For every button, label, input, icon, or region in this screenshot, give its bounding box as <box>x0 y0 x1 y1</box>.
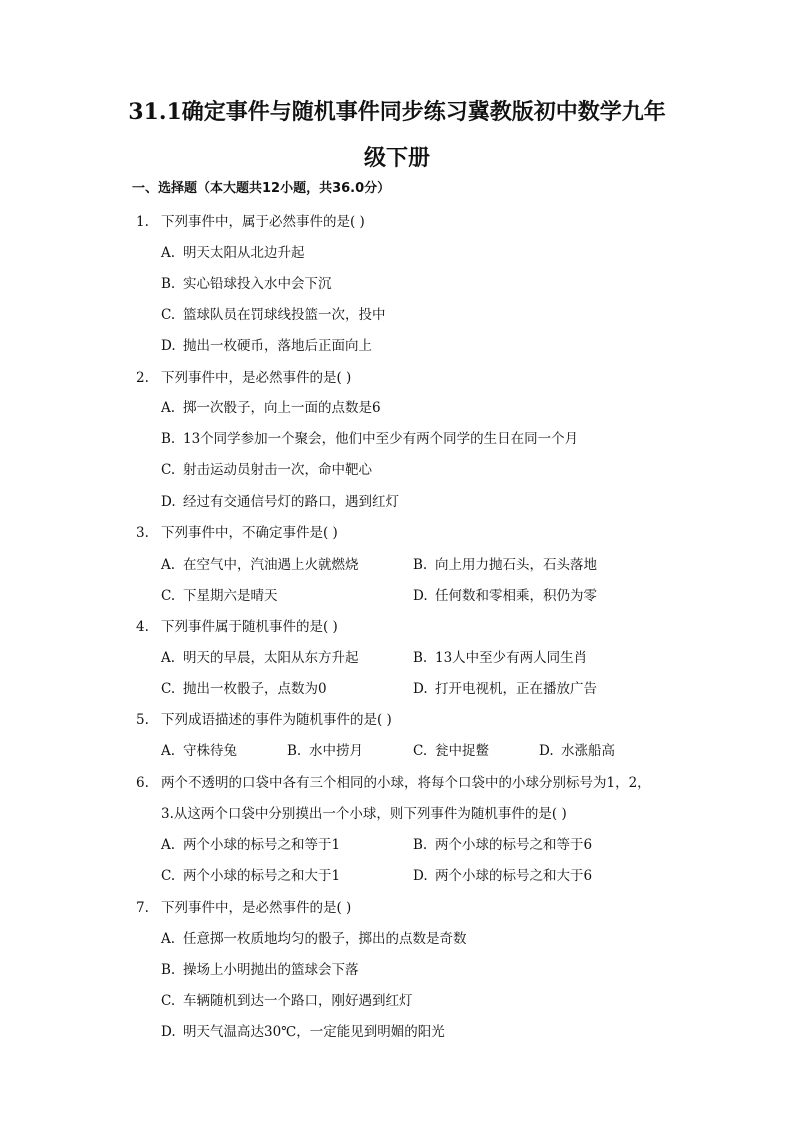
option-letter: C. <box>161 681 176 697</box>
option-text: 明天太阳从北边升起 <box>183 245 305 261</box>
option-letter: D. <box>161 338 176 354</box>
option-letter: A. <box>161 650 176 666</box>
question-6-option-c <box>161 867 340 885</box>
document-title-line-2: 级下册 <box>363 145 430 171</box>
option-text: 两个小球的标号之和大于1 <box>183 868 341 884</box>
option-text: 13人中至少有两人同生肖 <box>435 650 588 666</box>
question-number: 5. <box>136 712 149 728</box>
question-stem: 下列事件中，是必然事件的是( ) <box>161 900 352 916</box>
question-2-option-d <box>161 493 399 511</box>
question-stem: 下列事件中，属于必然事件的是( ) <box>161 214 365 230</box>
question-number: 1. <box>136 214 149 230</box>
option-text: 13个同学参加一个聚会，他们中至少有两个同学的生日在同一个月 <box>183 431 579 447</box>
option-text: 水中捞月 <box>309 743 363 759</box>
option-letter: D. <box>161 494 176 510</box>
option-letter: B. <box>161 276 176 292</box>
question-number: 7. <box>136 900 149 916</box>
option-text: 瓮中捉鳖 <box>435 743 489 759</box>
option-text: 明天气温高达30℃，一定能见到明媚的阳光 <box>183 1024 445 1040</box>
question-number: 6. <box>136 775 149 791</box>
question-5-option-b <box>287 742 363 760</box>
question-6-option-d <box>413 867 592 885</box>
question-2-option-a <box>161 399 381 417</box>
option-letter: C. <box>161 307 176 323</box>
option-text: 两个小球的标号之和等于1 <box>183 837 341 853</box>
option-letter: B. <box>413 650 428 666</box>
option-text: 明天的早晨，太阳从东方升起 <box>183 650 359 666</box>
section-heading: 一、选择题（本大题共12小题，共36.0分） <box>132 181 391 196</box>
question-6-option-a <box>161 836 340 854</box>
question-7-option-c <box>161 992 413 1010</box>
question-stem: 下列事件中，是必然事件的是( ) <box>161 370 352 386</box>
question-stem: 两个不透明的口袋中各有三个相同的小球，将每个口袋中的小球分别标号为1，2， <box>161 775 651 791</box>
question-4-option-c <box>161 680 327 698</box>
option-letter: D. <box>161 1024 176 1040</box>
option-letter: B. <box>161 431 176 447</box>
question-1-option-a <box>161 244 305 262</box>
option-letter: B. <box>413 557 428 573</box>
option-text: 实心铅球投入水中会下沉 <box>183 276 332 292</box>
question-2-option-c <box>161 461 372 479</box>
option-text: 篮球队员在罚球线投篮一次，投中 <box>183 307 386 323</box>
document-title-line-1: 31.1确定事件与随机事件同步练习冀教版初中数学九年 <box>128 99 666 125</box>
option-text: 掷一次骰子，向上一面的点数是6 <box>183 400 381 416</box>
option-letter: D. <box>413 588 428 604</box>
option-text: 抛出一枚硬币，落地后正面向上 <box>183 338 372 354</box>
question-7-option-a <box>161 930 467 948</box>
option-letter: D. <box>539 743 554 759</box>
option-letter: A. <box>161 743 176 759</box>
option-text: 打开电视机，正在播放广告 <box>435 681 597 697</box>
option-letter: D. <box>413 681 428 697</box>
option-letter: C. <box>161 993 176 1009</box>
option-text: 车辆随机到达一个路口，刚好遇到红灯 <box>183 993 413 1009</box>
question-4-option-b <box>413 649 587 667</box>
option-text: 操场上小明抛出的篮球会下落 <box>183 962 359 978</box>
question-3-option-b <box>413 556 597 574</box>
option-letter: A. <box>161 931 176 947</box>
question-stem: 下列成语描述的事件为随机事件的是( ) <box>161 712 392 728</box>
question-4-option-d <box>413 680 597 698</box>
option-letter: A. <box>161 245 176 261</box>
option-letter: C. <box>161 462 176 478</box>
question-6-option-b <box>413 836 592 854</box>
option-text: 抛出一枚骰子，点数为0 <box>183 681 327 697</box>
question-number: 3. <box>136 525 149 541</box>
option-letter: A. <box>161 837 176 853</box>
question-stem: 下列事件中，不确定事件是( ) <box>161 525 338 541</box>
question-5-option-a <box>161 742 237 760</box>
question-3-option-c <box>161 587 278 605</box>
option-letter: C. <box>413 743 428 759</box>
option-letter: A. <box>161 557 176 573</box>
option-text: 水涨船高 <box>561 743 615 759</box>
question-2-option-b <box>161 430 578 448</box>
question-6-stem-continued: 3.从这两个口袋中分别摸出一个小球，则下列事件为随机事件的是( ) <box>161 806 567 822</box>
option-text: 两个小球的标号之和大于6 <box>435 868 593 884</box>
question-5-option-d <box>539 742 615 760</box>
option-letter: B. <box>161 962 176 978</box>
option-text: 任何数和零相乘，积仍为零 <box>435 588 597 604</box>
question-1-option-c <box>161 306 386 324</box>
option-letter: D. <box>413 868 428 884</box>
option-text: 两个小球的标号之和等于6 <box>435 837 593 853</box>
question-number: 4. <box>136 619 149 635</box>
option-text: 经过有交通信号灯的路口，遇到红灯 <box>183 494 399 510</box>
question-7-option-b <box>161 961 359 979</box>
option-text: 守株待兔 <box>183 743 237 759</box>
question-1-option-d <box>161 337 372 355</box>
question-7-option-d <box>161 1023 445 1041</box>
option-letter: B. <box>287 743 302 759</box>
option-text: 在空气中，汽油遇上火就燃烧 <box>183 557 359 573</box>
option-text: 向上用力抛石头，石头落地 <box>435 557 597 573</box>
option-letter: C. <box>161 588 176 604</box>
option-text: 射击运动员射击一次，命中靶心 <box>183 462 372 478</box>
question-3-option-a <box>161 556 359 574</box>
question-number: 2. <box>136 370 149 386</box>
question-4-option-a <box>161 649 359 667</box>
question-1-option-b <box>161 275 332 293</box>
option-letter: B. <box>413 837 428 853</box>
option-text: 下星期六是晴天 <box>183 588 278 604</box>
option-letter: A. <box>161 400 176 416</box>
option-text: 任意掷一枚质地均匀的骰子，掷出的点数是奇数 <box>183 931 467 947</box>
question-3-option-d <box>413 587 597 605</box>
option-letter: C. <box>161 868 176 884</box>
question-stem: 下列事件属于随机事件的是( ) <box>161 619 338 635</box>
question-5-option-c <box>413 742 489 760</box>
